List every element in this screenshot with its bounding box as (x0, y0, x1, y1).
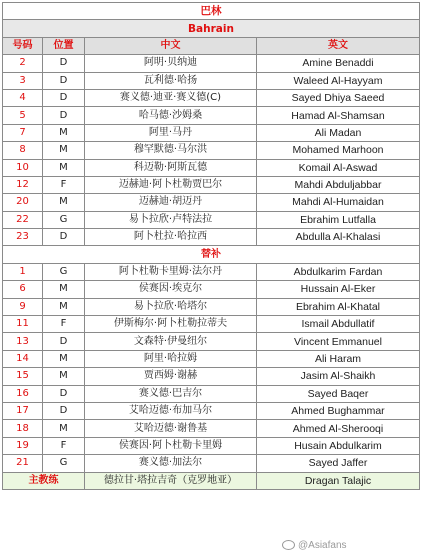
player-name-cn: 哈马德·沙姆桑 (85, 107, 257, 124)
player-number: 19 (3, 437, 43, 454)
player-name-cn: 艾哈迈德·谢鲁基 (85, 420, 257, 437)
player-name-en: Komail Al-Aswad (257, 159, 420, 176)
player-row (3, 72, 420, 89)
player-name-cn: 赛义德·加法尔 (85, 455, 257, 472)
player-position: G (43, 263, 85, 280)
player-position: M (43, 350, 85, 367)
player-number: 13 (3, 333, 43, 350)
player-name-en: Ali Madan (257, 124, 420, 141)
player-name-cn: 贾西姆·谢赫 (85, 368, 257, 385)
player-number: 21 (3, 455, 43, 472)
player-position: D (43, 333, 85, 350)
player-number: 23 (3, 229, 43, 246)
player-name-en: Vincent Emmanuel (257, 333, 420, 350)
player-row (3, 455, 420, 472)
player-name-cn: 迈赫迪·阿卜杜勒贾巴尔 (85, 176, 257, 193)
player-position: M (43, 124, 85, 141)
player-name-en: Amine Benaddi (257, 55, 420, 72)
player-number: 20 (3, 194, 43, 211)
player-name-en: Waleed Al-Hayyam (257, 72, 420, 89)
player-position: M (43, 368, 85, 385)
player-position: M (43, 281, 85, 298)
player-position: G (43, 211, 85, 228)
player-position: F (43, 176, 85, 193)
header-english: 英文 (257, 37, 420, 54)
player-number: 2 (3, 55, 43, 72)
player-position: M (43, 159, 85, 176)
player-position: F (43, 437, 85, 454)
player-row (3, 211, 420, 228)
player-row (3, 420, 420, 437)
player-number: 15 (3, 368, 43, 385)
player-number: 16 (3, 385, 43, 402)
player-row (3, 368, 420, 385)
player-row (3, 402, 420, 419)
player-name-en: Ebrahim Al-Khatal (257, 298, 420, 315)
player-name-en: Sayed Jaffer (257, 455, 420, 472)
player-number: 6 (3, 281, 43, 298)
player-row (3, 107, 420, 124)
player-number: 8 (3, 142, 43, 159)
player-number: 14 (3, 350, 43, 367)
player-name-en: Hussain Al-Eker (257, 281, 420, 298)
player-name-cn: 阿里·马丹 (85, 124, 257, 141)
player-number: 10 (3, 159, 43, 176)
player-row (3, 437, 420, 454)
player-name-cn: 阿卜杜勒卡里姆·法尔丹 (85, 263, 257, 280)
player-name-en: Mahdi Al-Humaidan (257, 194, 420, 211)
player-position: M (43, 142, 85, 159)
player-row (3, 194, 420, 211)
player-name-cn: 文森特·伊曼纽尔 (85, 333, 257, 350)
player-position: M (43, 194, 85, 211)
subs-header-row (3, 246, 420, 263)
player-name-cn: 易卜拉欣·哈塔尔 (85, 298, 257, 315)
player-row (3, 281, 420, 298)
player-name-cn: 伊斯梅尔·阿卜杜勒拉蒂夫 (85, 316, 257, 333)
player-position: D (43, 402, 85, 419)
player-number: 12 (3, 176, 43, 193)
player-number: 18 (3, 420, 43, 437)
header-position: 位置 (43, 37, 85, 54)
coach-name-cn: 德拉甘·塔拉吉奇（克罗地亚） (85, 472, 257, 489)
player-name-cn: 穆罕默德·马尔洪 (85, 142, 257, 159)
player-number: 5 (3, 107, 43, 124)
player-position: D (43, 229, 85, 246)
player-number: 22 (3, 211, 43, 228)
player-name-cn: 侯赛因·埃克尔 (85, 281, 257, 298)
player-row (3, 298, 420, 315)
player-name-en: Abdulla Al-Khalasi (257, 229, 420, 246)
player-row (3, 263, 420, 280)
player-number: 9 (3, 298, 43, 315)
player-row (3, 229, 420, 246)
player-number: 4 (3, 89, 43, 106)
title-cn: 巴林 (3, 3, 420, 20)
player-row (3, 316, 420, 333)
player-name-en: Ali Haram (257, 350, 420, 367)
team-row (3, 20, 420, 37)
player-position: D (43, 89, 85, 106)
watermark (282, 540, 347, 551)
player-name-en: Ahmed Al-Sherooqi (257, 420, 420, 437)
header-number: 号码 (3, 37, 43, 54)
header-row (3, 37, 420, 54)
coach-name-en: Dragan Talajic (257, 472, 420, 489)
player-number: 3 (3, 72, 43, 89)
player-name-cn: 侯赛因·阿卜杜勒卡里姆 (85, 437, 257, 454)
player-number: 1 (3, 263, 43, 280)
player-number: 11 (3, 316, 43, 333)
player-name-en: Mahdi Abduljabbar (257, 176, 420, 193)
header-chinese: 中文 (85, 37, 257, 54)
coach-label: 主教练 (3, 472, 85, 489)
roster-table (2, 2, 420, 490)
player-position: M (43, 298, 85, 315)
player-name-cn: 迈赫迪·胡迈丹 (85, 194, 257, 211)
player-name-en: Husain Abdulkarim (257, 437, 420, 454)
player-row (3, 89, 420, 106)
player-row (3, 55, 420, 72)
player-row (3, 385, 420, 402)
team-name-en: Bahrain (3, 20, 420, 37)
player-name-en: Sayed Baqer (257, 385, 420, 402)
player-name-en: Ahmed Bughammar (257, 402, 420, 419)
player-row (3, 176, 420, 193)
player-name-en: Sayed Dhiya Saeed (257, 89, 420, 106)
weibo-icon (282, 540, 295, 550)
player-row (3, 159, 420, 176)
player-name-en: Jasim Al-Shaikh (257, 368, 420, 385)
player-name-cn: 阿里·哈拉姆 (85, 350, 257, 367)
player-position: F (43, 316, 85, 333)
player-name-cn: 赛义德·迪亚·赛义德(C) (85, 89, 257, 106)
player-position: D (43, 107, 85, 124)
player-name-cn: 科迈勒·阿斯瓦德 (85, 159, 257, 176)
player-position: D (43, 385, 85, 402)
player-name-cn: 阿明·贝纳迪 (85, 55, 257, 72)
player-position: D (43, 72, 85, 89)
player-name-cn: 瓦利德·哈扬 (85, 72, 257, 89)
player-name-cn: 阿卜杜拉·哈拉西 (85, 229, 257, 246)
player-row (3, 142, 420, 159)
player-position: M (43, 420, 85, 437)
player-number: 7 (3, 124, 43, 141)
player-name-cn: 易卜拉欣·卢特法拉 (85, 211, 257, 228)
player-name-cn: 艾哈迈德·布加马尔 (85, 402, 257, 419)
player-row (3, 350, 420, 367)
subs-label: 替补 (3, 246, 420, 263)
player-position: D (43, 55, 85, 72)
player-name-en: Abdulkarim Fardan (257, 263, 420, 280)
player-name-en: Ismail Abdullatif (257, 316, 420, 333)
player-name-en: Mohamed Marhoon (257, 142, 420, 159)
player-name-en: Hamad Al-Shamsan (257, 107, 420, 124)
player-position: G (43, 455, 85, 472)
watermark-text: @Asiafans (298, 540, 347, 551)
player-name-cn: 赛义德·巴吉尔 (85, 385, 257, 402)
title-row (3, 3, 420, 20)
player-row (3, 333, 420, 350)
player-number: 17 (3, 402, 43, 419)
player-row (3, 124, 420, 141)
player-name-en: Ebrahim Lutfalla (257, 211, 420, 228)
coach-row (3, 472, 420, 489)
